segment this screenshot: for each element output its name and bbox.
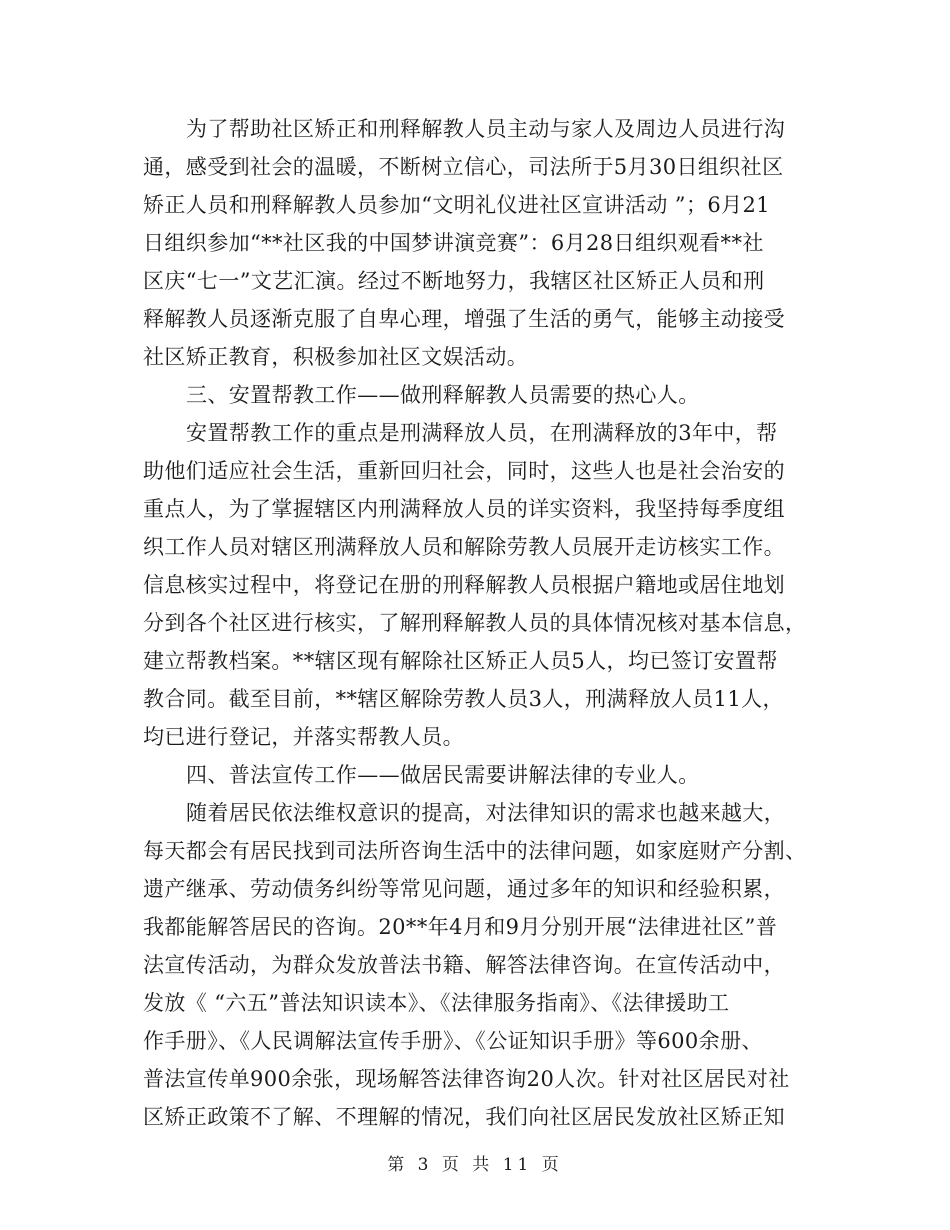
paragraph-line: 均已进行登记，并落实帮教人员。 xyxy=(143,725,464,749)
paragraph-line: 作手册》、《人民调解法宣传手册》、《公证知识手册》等600余册、 xyxy=(143,1029,763,1053)
section-heading: 三、安置帮教工作——做刑释解教人员需要的热心人。 xyxy=(186,383,700,407)
paragraph-line: 随着居民依法维权意识的提高，对法律知识的需求也越来越大， xyxy=(186,801,786,825)
paragraph-line: 重点人，为了掌握辖区内刑满释放人员的详实资料，我坚持每季度组 xyxy=(143,497,785,521)
paragraph-line: 我都能解答居民的咨询。20**年4月和9月分别开展“法律进社区”普 xyxy=(143,915,778,939)
paragraph-line: 建立帮教档案。**辖区现有解除社区矫正人员5人，均已签订安置帮 xyxy=(143,649,778,673)
paragraph-line: 通，感受到社会的温暖，不断树立信心，司法所于5月30日组织社区 xyxy=(143,155,784,179)
paragraph-line: 教合同。截至目前，**辖区解除劳教人员3人，刑满释放人员11人， xyxy=(143,687,784,711)
paragraph-line: 发放《 “六五”普法知识读本》、《法律服务指南》、《法律援助工 xyxy=(143,991,730,1015)
paragraph-line: 为了帮助社区矫正和刑释解教人员主动与家人及周边人员进行沟 xyxy=(186,117,786,141)
paragraph-line: 织工作人员对辖区刑满释放人员和解除劳教人员展开走访核实工作。 xyxy=(143,535,785,559)
paragraph-line: 普法宣传单900余张，现场解答法律咨询20人次。针对社区居民对社 xyxy=(143,1067,790,1091)
section-heading: 四、普法宣传工作——做居民需要讲解法律的专业人。 xyxy=(186,763,700,787)
paragraph-line: 矫正人员和刑释解教人员参加“文明礼仪进社区宣讲活动 ”；6月21 xyxy=(143,193,771,217)
paragraph-line: 信息核实过程中，将登记在册的刑释解教人员根据户籍地或居住地划 xyxy=(143,573,785,597)
paragraph-line: 区庆“七一”文艺汇演。经过不断地努力，我辖区社区矫正人员和刑 xyxy=(143,269,765,293)
paragraph-line: 法宣传活动，为群众发放普法书籍、解答法律咨询。在宣传活动中， xyxy=(143,953,785,977)
paragraph-line: 日组织参加“**社区我的中国梦讲演竞赛”：6月28日组织观看**社 xyxy=(143,231,764,255)
paragraph-line: 遗产继承、劳动债务纠纷等常见问题，通过多年的知识和经验积累， xyxy=(143,877,785,901)
paragraph-line: 助他们适应社会生活，重新回归社会，同时，这些人也是社会治安的 xyxy=(143,459,785,483)
paragraph-line: 释解教人员逐渐克服了自卑心理，增强了生活的勇气，能够主动接受 xyxy=(143,307,785,331)
paragraph-line: 社区矫正教育，积极参加社区文娱活动。 xyxy=(143,345,529,369)
page-footer: 第 3 页 共 11 页 xyxy=(387,1155,563,1175)
paragraph-line: 区矫正政策不了解、不理解的情况，我们向社区居民发放社区矫正知 xyxy=(143,1105,785,1129)
paragraph-line: 分到各个社区进行核实，了解刑释解教人员的具体情况核对基本信息， xyxy=(143,611,807,635)
paragraph-line: 安置帮教工作的重点是刑满释放人员，在刑满释放的3年中，帮 xyxy=(186,421,778,445)
paragraph-line: 每天都会有居民找到司法所咨询生活中的法律问题，如家庭财产分割、 xyxy=(143,839,807,863)
